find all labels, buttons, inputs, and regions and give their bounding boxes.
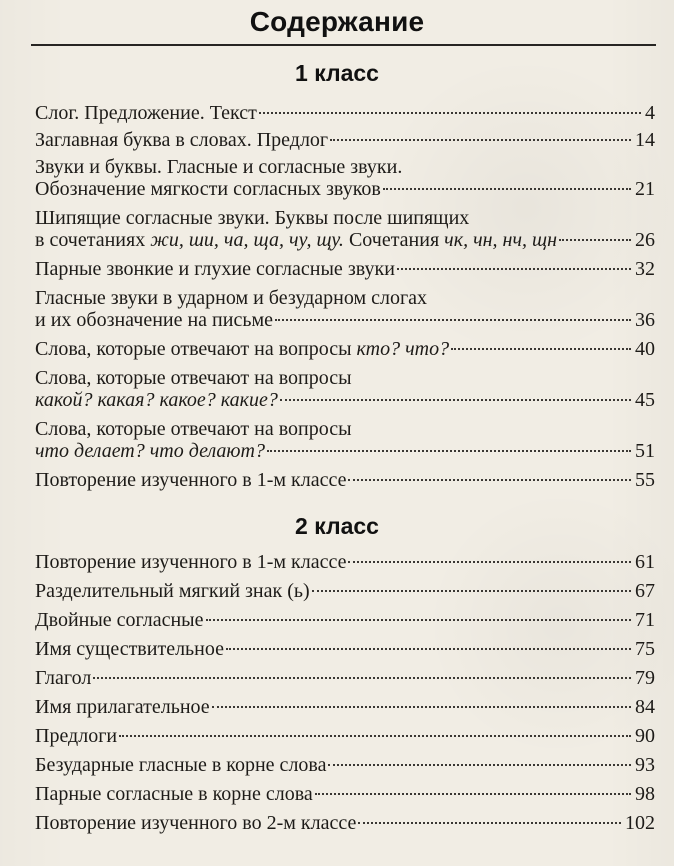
dot-leader xyxy=(275,319,631,321)
toc-entry-title: Разделительный мягкий знак (ь) xyxy=(35,580,310,602)
toc-page-number: 4 xyxy=(645,102,655,124)
dot-leader xyxy=(397,268,631,270)
dot-leader xyxy=(330,139,631,141)
toc-entry-grade-1-8 xyxy=(35,367,655,411)
toc-page-number: 98 xyxy=(635,783,655,805)
toc-entry-prefix: Слова, которые отвечают на вопросы xyxy=(35,338,357,360)
toc-entry-title-line-2: какой? какая? какое? какие? xyxy=(35,389,278,411)
toc-entry-title-line-2 xyxy=(35,229,557,251)
toc-entry-title-line-1: Шипящие согласные звуки. Буквы после шипящих xyxy=(35,207,470,229)
toc-entry-grade-1-10 xyxy=(35,469,655,491)
dot-leader xyxy=(226,648,631,650)
dot-leader xyxy=(315,793,631,795)
toc-entry-grade-2-10 xyxy=(35,812,655,834)
toc-entry-grade-2-4 xyxy=(35,638,655,660)
dot-leader xyxy=(206,619,632,621)
toc-page-number: 67 xyxy=(635,580,655,602)
toc-page-number: 75 xyxy=(635,638,655,660)
dot-leader xyxy=(280,399,631,401)
toc-entry-title-line-2: что делает? что делают? xyxy=(35,440,265,462)
toc-entry-grade-2-8 xyxy=(35,754,655,776)
dot-leader xyxy=(383,188,631,190)
toc-entry-grade-1-4 xyxy=(35,207,655,251)
dot-leader xyxy=(348,561,631,563)
title-divider xyxy=(31,44,656,46)
toc-entry-grade-1-3 xyxy=(35,156,655,200)
toc-page-number: 40 xyxy=(635,338,655,360)
toc-entry-italic-examples: жи, ши, ча, ща, чу, щу. xyxy=(150,229,344,251)
toc-entry-middle: Сочетания xyxy=(343,229,445,251)
toc-page-number: 32 xyxy=(635,258,655,280)
toc-page-number: 90 xyxy=(635,725,655,747)
toc-page-number: 93 xyxy=(635,754,655,776)
toc-entry-title-line-2: и их обозначение на письме xyxy=(35,309,273,331)
toc-entry-grade-2-6 xyxy=(35,696,655,718)
toc-page-number: 51 xyxy=(635,440,655,462)
dot-leader xyxy=(328,764,631,766)
dot-leader xyxy=(259,112,641,114)
toc-entry-title-line-1: Звуки и буквы. Гласные и согласные звуки. xyxy=(35,156,403,178)
dot-leader xyxy=(348,479,631,481)
dot-leader xyxy=(312,590,631,592)
toc-entry-prefix: в сочетаниях xyxy=(35,229,151,251)
toc-entry-title: Имя прилагательное xyxy=(35,696,210,718)
toc-page-number: 14 xyxy=(635,129,655,151)
toc-entry-title: Имя существительное xyxy=(35,638,224,660)
dot-leader xyxy=(358,822,621,824)
grade-1-heading: 1 класс xyxy=(295,60,379,86)
dot-leader xyxy=(451,348,631,350)
toc-entry-grade-2-2 xyxy=(35,580,655,602)
toc-entry-title: Безударные гласные в корне слова xyxy=(35,754,327,776)
toc-entry-grade-1-5 xyxy=(35,258,655,280)
toc-page-number: 61 xyxy=(635,551,655,573)
toc-page-number: 45 xyxy=(635,389,655,411)
toc-entry-title: Предлоги xyxy=(35,725,118,747)
toc-entry-grade-2-1 xyxy=(35,551,655,573)
toc-entry-grade-1-1 xyxy=(35,102,655,124)
toc-entry-title: Повторение изученного в 1-м классе xyxy=(35,469,347,491)
toc-entry-title: Повторение изученного в 1-м классе xyxy=(35,551,347,573)
dot-leader xyxy=(93,677,631,679)
toc-page-number: 84 xyxy=(635,696,655,718)
dot-leader xyxy=(267,450,631,452)
toc-entry-title-line-1: Слова, которые отвечают на вопросы xyxy=(35,418,352,440)
toc-entry-grade-1-2 xyxy=(35,129,655,151)
toc-page-number: 26 xyxy=(635,229,655,251)
toc-entry-grade-2-9 xyxy=(35,783,655,805)
toc-entry-grade-1-6 xyxy=(35,287,655,331)
dot-leader xyxy=(212,706,631,708)
toc-page-number: 36 xyxy=(635,309,655,331)
grade-2-heading: 2 класс xyxy=(295,513,379,539)
toc-entry-title-line-1: Слова, которые отвечают на вопросы xyxy=(35,367,352,389)
toc-entry-title: Заглавная буква в словах. Предлог xyxy=(35,129,329,151)
toc-entry-title-line-2: Обозначение мягкости согласных звуков xyxy=(35,178,381,200)
toc-entry-title xyxy=(35,338,449,360)
dot-leader xyxy=(559,239,631,241)
toc-page-number: 21 xyxy=(635,178,655,200)
toc-entry-grade-1-7 xyxy=(35,338,655,360)
toc-entry-title: Глагол xyxy=(35,667,92,689)
toc-entry-title: Парные согласные в корне слова xyxy=(35,783,313,805)
toc-entry-title: Повторение изученного во 2-м классе xyxy=(35,812,357,834)
toc-entry-grade-2-3 xyxy=(35,609,655,631)
toc-entry-title: Двойные согласные xyxy=(35,609,204,631)
dot-leader xyxy=(119,735,631,737)
toc-page-number: 71 xyxy=(635,609,655,631)
toc-entry-title-line-1: Гласные звуки в ударном и безударном слогах xyxy=(35,287,428,309)
toc-entry-italic-combinations: чк, чн, нч, щн xyxy=(444,229,558,251)
toc-page-number: 55 xyxy=(635,469,655,491)
toc-entry-italic-question: кто? что? xyxy=(356,338,450,360)
toc-entry-grade-2-5 xyxy=(35,667,655,689)
toc-page-number: 102 xyxy=(625,812,655,834)
toc-entry-title: Слог. Предложение. Текст xyxy=(35,102,257,124)
toc-entry-grade-2-7 xyxy=(35,725,655,747)
table-of-contents-title: Содержание xyxy=(249,6,425,37)
toc-page-number: 79 xyxy=(635,667,655,689)
toc-entry-title: Парные звонкие и глухие согласные звуки xyxy=(35,258,395,280)
toc-entry-grade-1-9 xyxy=(35,418,655,462)
